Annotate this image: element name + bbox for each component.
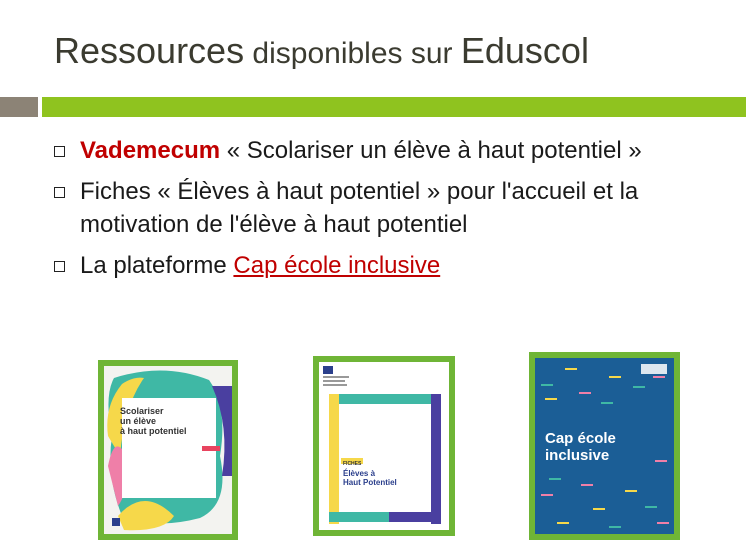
square-bullet-icon [54, 261, 65, 272]
bullet-item-vademecum [54, 134, 734, 167]
fiches-cover-tag: FICHES [343, 461, 362, 467]
title-middle: disponibles sur [244, 37, 461, 70]
slide-title [54, 30, 589, 72]
plateforme-text: La plateforme [80, 252, 234, 279]
vademecum-cover-title [120, 406, 187, 436]
vademecum-cover-line2: un élève [120, 416, 157, 426]
vademecum-cover-line3: à haut potentiel [120, 426, 187, 436]
cap-ecole-cover-title [545, 430, 616, 464]
title-word-ressources: Ressources [54, 30, 245, 71]
vademecum-text: « Scolariser un élève à haut potentiel » [220, 137, 642, 164]
bullet-item-fiches [54, 175, 734, 241]
cap-ecole-inclusive-link[interactable]: Cap école inclusive [233, 252, 441, 279]
square-bullet-icon [54, 187, 65, 198]
cap-ecole-cover-line2: inclusive [545, 447, 610, 464]
bullet-list [54, 134, 734, 290]
vademecum-cover-art [104, 366, 232, 534]
square-bullet-icon [54, 146, 65, 157]
fiches-cover-title [343, 460, 397, 487]
fiches-cover-line1: Élèves à [343, 469, 376, 478]
bullet-item-plateforme [54, 249, 734, 282]
fiches-cover-line2: Haut Potentiel [343, 478, 397, 487]
cap-ecole-inclusive-cover-image[interactable] [529, 352, 680, 540]
title-word-eduscol: Eduscol [460, 30, 589, 71]
fiches-cover-image[interactable] [313, 356, 455, 536]
fiches-text: Fiches « Élèves à haut potentiel » pour l'accueil et la motivation de l'élève à haut potentiel [80, 178, 639, 238]
fiches-cover-art [319, 362, 449, 530]
vademecum-cover-image[interactable] [98, 360, 238, 540]
vademecum-cover-line1: Scolariser [120, 406, 164, 416]
title-bar-accent-green [42, 97, 746, 117]
cap-ecole-cover-line1: Cap école [545, 430, 616, 447]
vademecum-label: Vademecum [80, 137, 221, 164]
title-bar-accent-grey [0, 97, 38, 117]
